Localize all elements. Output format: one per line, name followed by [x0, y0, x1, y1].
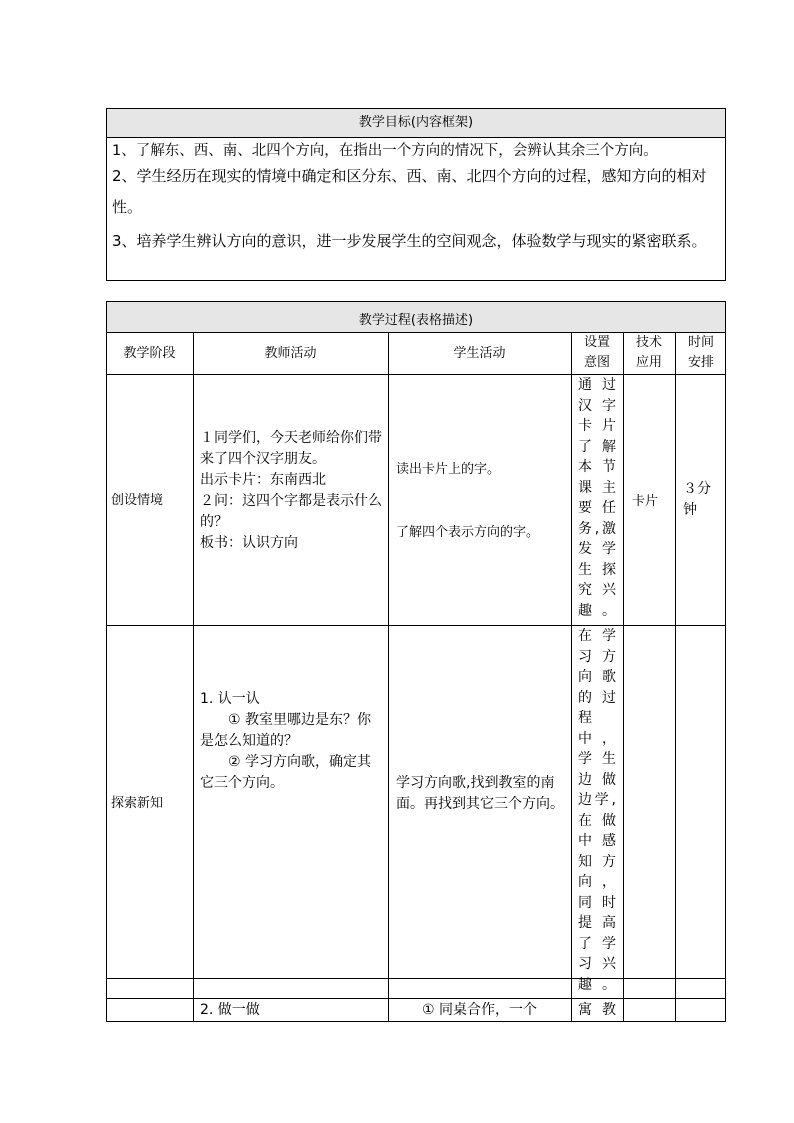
row1-tech: 卡片: [632, 494, 659, 509]
row-divider: [106, 998, 726, 999]
row1-student-1: 读出卡片上的字。: [396, 462, 501, 477]
header-teacher: 教师活动: [264, 346, 317, 361]
row2-teacher-3: ② 学习方向歌，确定其它三个方向。: [200, 754, 372, 791]
row2-teacher-2: ① 教室里哪边是东？你是怎么知道的？: [200, 712, 372, 749]
row1-teacher-2: 出示卡片：东南西北: [200, 472, 326, 488]
col-divider: [571, 333, 572, 1022]
col-divider: [623, 333, 624, 1022]
row1-teacher-1: １同学们，今天老师给你们带来了四个汉字朋友。: [200, 430, 382, 467]
header-student: 学生活动: [453, 346, 506, 361]
process-table: [106, 301, 726, 1022]
row1-student-2: 了解四个表示方向的字。: [396, 525, 540, 540]
row1-stage: 创设情境: [111, 493, 164, 508]
row-divider: [106, 978, 726, 979]
col-divider: [388, 333, 389, 1022]
col-divider: [675, 333, 676, 1022]
header-intent: 设置意图: [583, 335, 610, 370]
header-stage: 教学阶段: [123, 346, 176, 361]
process-title: 教学过程(表格描述): [106, 301, 726, 333]
col-divider: [193, 333, 194, 1022]
row-divider: [106, 625, 726, 626]
header-time: 时间安排: [687, 335, 714, 370]
row2-stage: 探索新知: [111, 796, 164, 811]
row3-student-1: ① 同桌合作，一个: [422, 1002, 538, 1018]
row1-teacher-3: ２问：这四个字都是表示什么的？: [200, 493, 382, 530]
header-tech: 技术应用: [635, 335, 662, 370]
row3-teacher-1: 2. 做一做: [200, 1002, 260, 1018]
row1-teacher-4: 板书：认识方向: [200, 535, 298, 551]
goal-item-2: 2、学生经历在现实的情境中确定和区分东、西、南、北四个方向的过程，感知方向的相对性。: [112, 167, 707, 216]
row2-intent: 在学习方向歌的过程中，学生边做边学,在做中感知方向，同时提高了学习兴趣。: [578, 628, 616, 993]
row3-intent: 寓教: [578, 1002, 616, 1018]
row-divider: [106, 374, 726, 375]
row2-teacher-1: 1. 认一认: [200, 691, 260, 707]
goals-title: 教学目标(内容框架): [106, 108, 726, 138]
goal-item-3: 3、培养学生辨认方向的意识，进一步发展学生的空间观念，体验数学与现实的紧密联系。: [112, 232, 707, 250]
row1-intent: 通过汉字卡片了解本节课主要任务,激发学生探究兴趣。: [578, 377, 616, 619]
goal-item-1: 1、了解东、西、南、北四个方向，在指出一个方向的情况下，会辨认其余三个方向。: [112, 143, 658, 159]
row1-time: ３分钟: [683, 481, 711, 518]
row2-student-1: 学习方向歌,找到教室的南面。再找到其它三个方向。: [396, 775, 564, 812]
